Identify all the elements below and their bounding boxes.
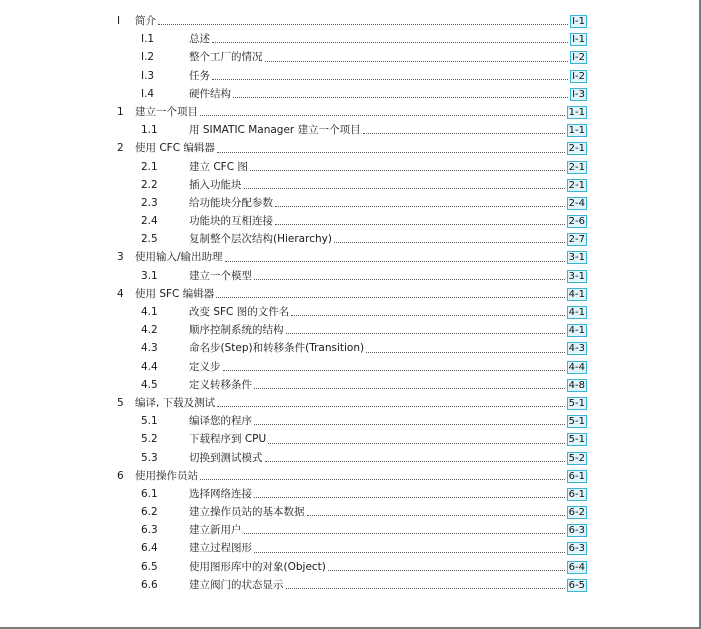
toc-entry-number: I	[117, 15, 121, 27]
toc-page-link[interactable]: 6-1	[568, 488, 585, 500]
toc-entry-title: 改变 SFC 图的文件名	[189, 306, 290, 318]
toc-entry-number: 2.4	[141, 215, 158, 228]
toc-entry-number: 5.1	[141, 415, 158, 428]
toc-entry-title: 建立新用户	[189, 524, 242, 537]
toc-entry-title: 简介	[135, 15, 156, 27]
toc-leader-dots	[286, 332, 565, 334]
toc-page-link[interactable]: I-1	[572, 34, 585, 46]
toc-entry-title: 编译您的程序	[189, 415, 252, 428]
toc-leader-dots	[217, 405, 565, 407]
toc-entry-title: 硬件结构	[189, 87, 231, 100]
toc-page-link[interactable]: 3-1	[568, 252, 585, 264]
toc-leader-dots	[244, 532, 565, 534]
toc-leader-dots	[217, 151, 565, 153]
toc-page-link[interactable]: 2-1	[568, 161, 585, 173]
toc-entry-title: 给功能块分配参数	[189, 196, 273, 209]
toc-leader-dots	[250, 169, 565, 171]
toc-page-link[interactable]: 6-3	[568, 543, 585, 555]
toc-leader-dots	[254, 387, 565, 389]
toc-leader-dots	[334, 241, 565, 243]
toc-entry-number: 4.4	[141, 360, 158, 373]
toc-page-link[interactable]: 6-5	[568, 579, 585, 591]
toc-entry-number: I.2	[141, 51, 155, 64]
toc-page-link[interactable]: 4-1	[568, 288, 585, 300]
toc-section-row[interactable]	[0, 376, 701, 394]
toc-page-link[interactable]: 2-1	[568, 143, 585, 155]
toc-leader-dots	[265, 460, 565, 462]
toc-page-link[interactable]: 4-1	[568, 325, 585, 337]
toc-leader-dots	[268, 442, 565, 444]
toc-entry-title: 总述	[189, 33, 210, 46]
toc-entry-number: 6.4	[141, 542, 158, 555]
toc-page-link[interactable]: 5-2	[568, 452, 585, 464]
toc-leader-dots	[286, 587, 565, 589]
toc-page-link[interactable]: 2-6	[568, 216, 585, 228]
toc-entry-number: 6.6	[141, 578, 158, 591]
toc-entry-number: 3	[117, 251, 124, 264]
toc-page-link[interactable]: I-1	[572, 16, 585, 27]
toc-entry-number: 6.2	[141, 506, 158, 519]
toc-section-row[interactable]	[0, 576, 701, 594]
toc-entry-title: 建立过程图形	[189, 542, 252, 555]
toc-entry-title: 使用输入/输出助理	[135, 251, 223, 264]
toc-leader-dots	[275, 205, 565, 207]
toc-page-link[interactable]: I-3	[572, 88, 585, 100]
toc-entry-title: 整个工厂的情况	[189, 51, 263, 64]
toc-entry-number: 2	[117, 142, 124, 155]
toc-leader-dots	[366, 351, 565, 353]
toc-section-row[interactable]	[0, 67, 701, 85]
toc-leader-dots	[254, 278, 565, 280]
toc-section-row[interactable]	[0, 303, 701, 321]
toc-section-row[interactable]	[0, 230, 701, 248]
toc-entry-title: 编译, 下载及测试	[135, 396, 216, 409]
toc-entry-number: 4.3	[141, 342, 158, 355]
toc-leader-dots	[223, 369, 565, 371]
toc-entry-number: 4.1	[141, 306, 158, 318]
toc-chapter-row[interactable]	[0, 285, 701, 303]
toc-leader-dots	[254, 551, 565, 553]
toc-page-link[interactable]: 6-2	[568, 507, 585, 519]
toc-entry-title: 使用 CFC 编辑器	[135, 142, 215, 155]
toc-chapter-row[interactable]	[0, 12, 701, 30]
toc-section-row[interactable]	[0, 412, 701, 430]
toc-section-row[interactable]	[0, 321, 701, 339]
toc-entry-title: 命名步(Step)和转移条件(Transition)	[189, 342, 365, 355]
toc-leader-dots	[200, 114, 565, 116]
toc-entry-number: 2.5	[141, 233, 158, 246]
toc-entry-number: I.4	[141, 87, 155, 100]
toc-entry-title: 复制整个层次结构(Hierarchy)	[189, 233, 332, 246]
toc-leader-dots	[328, 569, 565, 571]
toc-page-link[interactable]: 5-1	[568, 397, 585, 409]
toc-entry-title: 用 SIMATIC Manager 建立一个项目	[189, 124, 361, 137]
toc-entry-number: 6	[117, 469, 124, 482]
toc-entry-title: 功能块的互相连接	[189, 215, 273, 228]
toc-page-link[interactable]: 4-1	[568, 307, 585, 318]
toc-page-link[interactable]: 2-7	[568, 234, 585, 246]
toc-page-link[interactable]: 4-3	[568, 343, 585, 355]
toc-leader-dots	[291, 314, 565, 316]
toc-page-link[interactable]: 5-1	[568, 416, 585, 428]
toc-entry-title: 切换到测试模式	[189, 451, 263, 464]
toc-entry-number: 4	[117, 287, 124, 300]
toc-entry-number: 2.1	[141, 160, 158, 173]
toc-entry-title: 插入功能块	[189, 178, 242, 191]
toc-entry-number: 2.3	[141, 196, 158, 209]
toc-page-link[interactable]: 3-1	[568, 270, 585, 282]
toc-section-row[interactable]	[0, 358, 701, 376]
toc-entry-title: 建立阀门的状态显示	[189, 578, 284, 591]
toc-leader-dots	[265, 60, 568, 62]
toc-section-row[interactable]	[0, 176, 701, 194]
toc-leader-dots	[254, 496, 565, 498]
toc-page-link[interactable]: 1-1	[568, 125, 585, 137]
toc-section-row[interactable]	[0, 430, 701, 448]
toc-section-row[interactable]	[0, 558, 701, 576]
toc-leader-dots	[233, 96, 568, 98]
toc-page-link[interactable]: 4-4	[568, 361, 585, 373]
toc-entry-number: 1.1	[141, 124, 158, 137]
toc-chapter-row[interactable]	[0, 467, 701, 485]
toc-section-row[interactable]	[0, 194, 701, 212]
toc-section-row[interactable]	[0, 485, 701, 503]
toc-leader-dots	[275, 223, 565, 225]
toc-page-link[interactable]: 6-1	[568, 470, 585, 482]
toc-leader-dots	[158, 23, 568, 25]
toc-page-link[interactable]: 6-4	[568, 561, 585, 573]
toc-chapter-row[interactable]	[0, 394, 701, 412]
toc-section-row[interactable]	[0, 85, 701, 103]
toc-page-link[interactable]: 5-1	[568, 434, 585, 446]
toc-chapter-row[interactable]	[0, 139, 701, 157]
toc-leader-dots	[200, 478, 565, 480]
toc-entry-title: 建立一个项目	[135, 105, 198, 118]
toc-section-row[interactable]	[0, 521, 701, 539]
toc-section-row[interactable]	[0, 121, 701, 139]
toc-section-row[interactable]	[0, 48, 701, 66]
toc-entry-number: 5.3	[141, 451, 158, 464]
toc-entry-title: 建立操作员站的基本数据	[189, 506, 305, 519]
toc-leader-dots	[216, 296, 565, 298]
toc-leader-dots	[363, 132, 565, 134]
toc-entry-number: 6.3	[141, 524, 158, 537]
toc-section-row[interactable]	[0, 503, 701, 521]
toc-entry-title: 选择网络连接	[189, 487, 252, 500]
toc-entry-number: 6.1	[141, 487, 158, 500]
toc-page-link[interactable]: 4-8	[568, 379, 585, 391]
toc-section-row[interactable]	[0, 539, 701, 557]
toc-entry-number: 5	[117, 396, 124, 409]
toc-section-row[interactable]	[0, 212, 701, 230]
toc-section-row[interactable]	[0, 339, 701, 357]
toc-entry-title: 建立一个模型	[189, 269, 252, 282]
toc-entry-title: 定义步	[189, 360, 221, 373]
toc-page-link[interactable]: I-2	[572, 52, 585, 64]
toc-entry-number: 2.2	[141, 178, 158, 191]
toc-entry-number: 1	[117, 105, 124, 118]
toc-entry-number: 6.5	[141, 560, 158, 573]
toc-section-row[interactable]	[0, 30, 701, 48]
toc-entry-number: 5.2	[141, 433, 158, 446]
toc-entry-title: 定义转移条件	[189, 378, 252, 391]
toc-entry-title: 顺序控制系统的结构	[189, 324, 284, 337]
toc-entry-title: 下载程序到 CPU	[189, 433, 267, 446]
toc-section-row[interactable]	[0, 449, 701, 467]
toc-page-link[interactable]: 2-1	[568, 179, 585, 191]
toc-section-row[interactable]	[0, 267, 701, 285]
toc-chapter-row[interactable]	[0, 103, 701, 121]
toc-entry-number: 4.5	[141, 378, 158, 391]
toc-entry-number: 3.1	[141, 269, 158, 282]
toc-leader-dots	[244, 187, 565, 189]
toc-entry-title: 使用操作员站	[135, 469, 198, 482]
toc-section-row[interactable]	[0, 158, 701, 176]
toc-page-link[interactable]: 6-3	[568, 525, 585, 537]
toc-leader-dots	[225, 260, 565, 262]
toc-chapter-row[interactable]	[0, 248, 701, 266]
toc-entry-number: I.3	[141, 69, 155, 82]
toc-leader-dots	[212, 41, 568, 43]
toc-leader-dots	[307, 514, 565, 516]
toc-leader-dots	[254, 423, 565, 425]
toc-page-link[interactable]: I-2	[572, 70, 585, 82]
table-of-contents	[0, 12, 701, 594]
toc-entry-title: 使用图形库中的对象(Object)	[189, 560, 326, 573]
toc-entry-number: 4.2	[141, 324, 158, 337]
toc-entry-title: 使用 SFC 编辑器	[135, 287, 215, 300]
toc-page-link[interactable]: 2-4	[568, 197, 585, 209]
toc-page-link[interactable]: 1-1	[568, 106, 585, 118]
toc-entry-title: 建立 CFC 图	[189, 160, 248, 173]
toc-entry-number: I.1	[141, 33, 155, 46]
toc-leader-dots	[212, 78, 568, 80]
toc-entry-title: 任务	[189, 69, 210, 82]
